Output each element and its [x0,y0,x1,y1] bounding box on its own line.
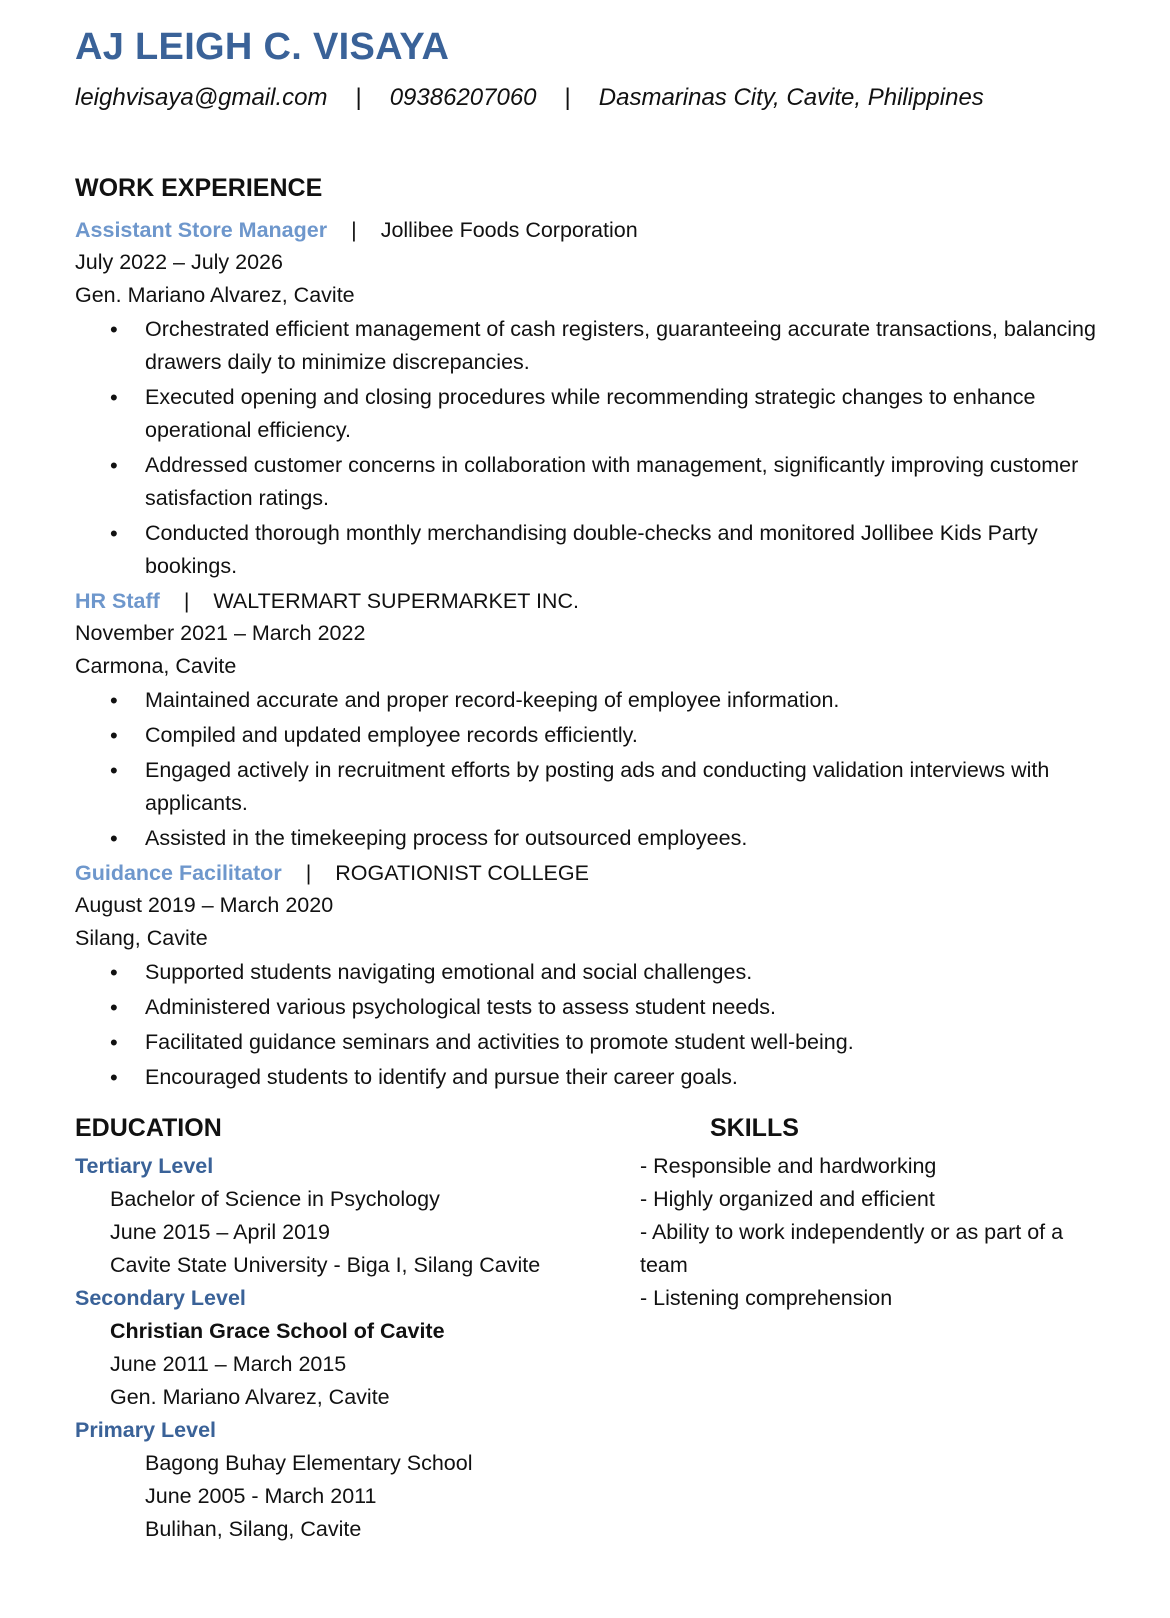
job-bullet: • Supported students navigating emotional and social challenges. [75,956,1115,989]
job-company: ROGATIONIST COLLEGE [335,861,589,885]
job-bullet: • Facilitated guidance seminars and activities to promote student well-being. [75,1026,1115,1059]
education-degree: Bachelor of Science in Psychology [110,1187,440,1211]
education-dates: June 2011 – March 2015 [110,1352,347,1376]
job-separator: | [305,861,312,885]
job-dates: August 2019 – March 2020 [75,893,334,917]
skills-heading: SKILLS [710,1114,799,1142]
education-dates: June 2015 – April 2019 [110,1220,330,1244]
education-level-secondary: Secondary Level [75,1286,246,1310]
job-title-line [75,585,1115,617]
work-experience-heading: WORK EXPERIENCE [75,174,323,202]
job-company: Jollibee Foods Corporation [380,218,638,242]
job-bullet: • Administered various psychological tests to assess student needs. [75,991,1115,1024]
job-bullet: • Assisted in the timekeeping process for outsourced employees. [75,822,1115,855]
job-dates: July 2022 – July 2026 [75,250,283,274]
skill-item: - Listening comprehension [640,1286,893,1310]
education-dates: June 2005 - March 2011 [145,1484,377,1508]
skills-section [640,1150,1100,1315]
job-bullet: • Executed opening and closing procedures while recommending strategic changes to enhance operational efficiency. [75,381,1115,447]
education-location: Bulihan, Silang, Cavite [145,1517,362,1541]
job-title: HR Staff [75,589,160,613]
job-bullet: • Compiled and updated employee records efficiently. [75,719,1115,752]
education-primary-details [75,1447,540,1546]
work-experience-section [75,214,1115,1096]
contact-location: Dasmarinas City, Cavite, Philippines [598,84,984,111]
education-heading: EDUCATION [75,1114,222,1142]
job-location: Silang, Cavite [75,926,208,950]
job-bullet: • Orchestrated efficient management of cash registers, guaranteeing accurate transactions, balancing drawers daily to minimize discrepancies. [75,313,1115,379]
contact-separator: | [564,84,571,111]
education-location: Gen. Mariano Alvarez, Cavite [110,1385,390,1409]
education-level-primary: Primary Level [75,1418,217,1442]
contact-line [75,84,984,112]
job-bullets [75,956,1115,1094]
education-school: Christian Grace School of Cavite [110,1319,445,1343]
job-title-line [75,214,1115,246]
job-dates: November 2021 – March 2022 [75,621,366,645]
job-bullet: • Addressed customer concerns in collaboration with management, significantly improving customer satisfaction ratings. [75,449,1115,515]
job-title: Assistant Store Manager [75,218,328,242]
skill-item: - Responsible and hardworking [640,1154,937,1178]
contact-phone: 09386207060 [389,84,537,111]
job-title-line [75,857,1115,889]
contact-separator: | [355,84,362,111]
job-entry [75,857,1115,1094]
job-location: Carmona, Cavite [75,654,237,678]
job-entry [75,585,1115,855]
education-school: Cavite State University - Biga I, Silang Cavite [110,1253,541,1277]
job-separator: | [183,589,190,613]
job-separator: | [351,218,357,242]
job-bullet: • Maintained accurate and proper record-keeping of employee information. [75,684,1115,717]
job-title: Guidance Facilitator [75,861,282,885]
job-location: Gen. Mariano Alvarez, Cavite [75,283,355,307]
job-company: WALTERMART SUPERMARKET INC. [213,589,579,613]
education-section [75,1150,540,1546]
job-bullet: • Engaged actively in recruitment efforts by posting ads and conducting validation interviews with applicants. [75,754,1115,820]
job-bullet: • Encouraged students to identify and pursue their career goals. [75,1061,1115,1094]
job-entry [75,214,1115,583]
job-bullets [75,313,1115,583]
education-school: Bagong Buhay Elementary School [145,1451,473,1475]
job-bullet: • Conducted thorough monthly merchandising double-checks and monitored Jollibee Kids Party bookings. [75,517,1115,583]
skill-item: - Highly organized and efficient [640,1187,935,1211]
job-bullets [75,684,1115,855]
skill-item: - Ability to work independently or as part of a team [640,1220,1064,1277]
education-level-tertiary: Tertiary Level [75,1154,214,1178]
applicant-name: AJ LEIGH C. VISAYA [75,26,450,68]
contact-email: leighvisaya@gmail.com [75,84,328,111]
